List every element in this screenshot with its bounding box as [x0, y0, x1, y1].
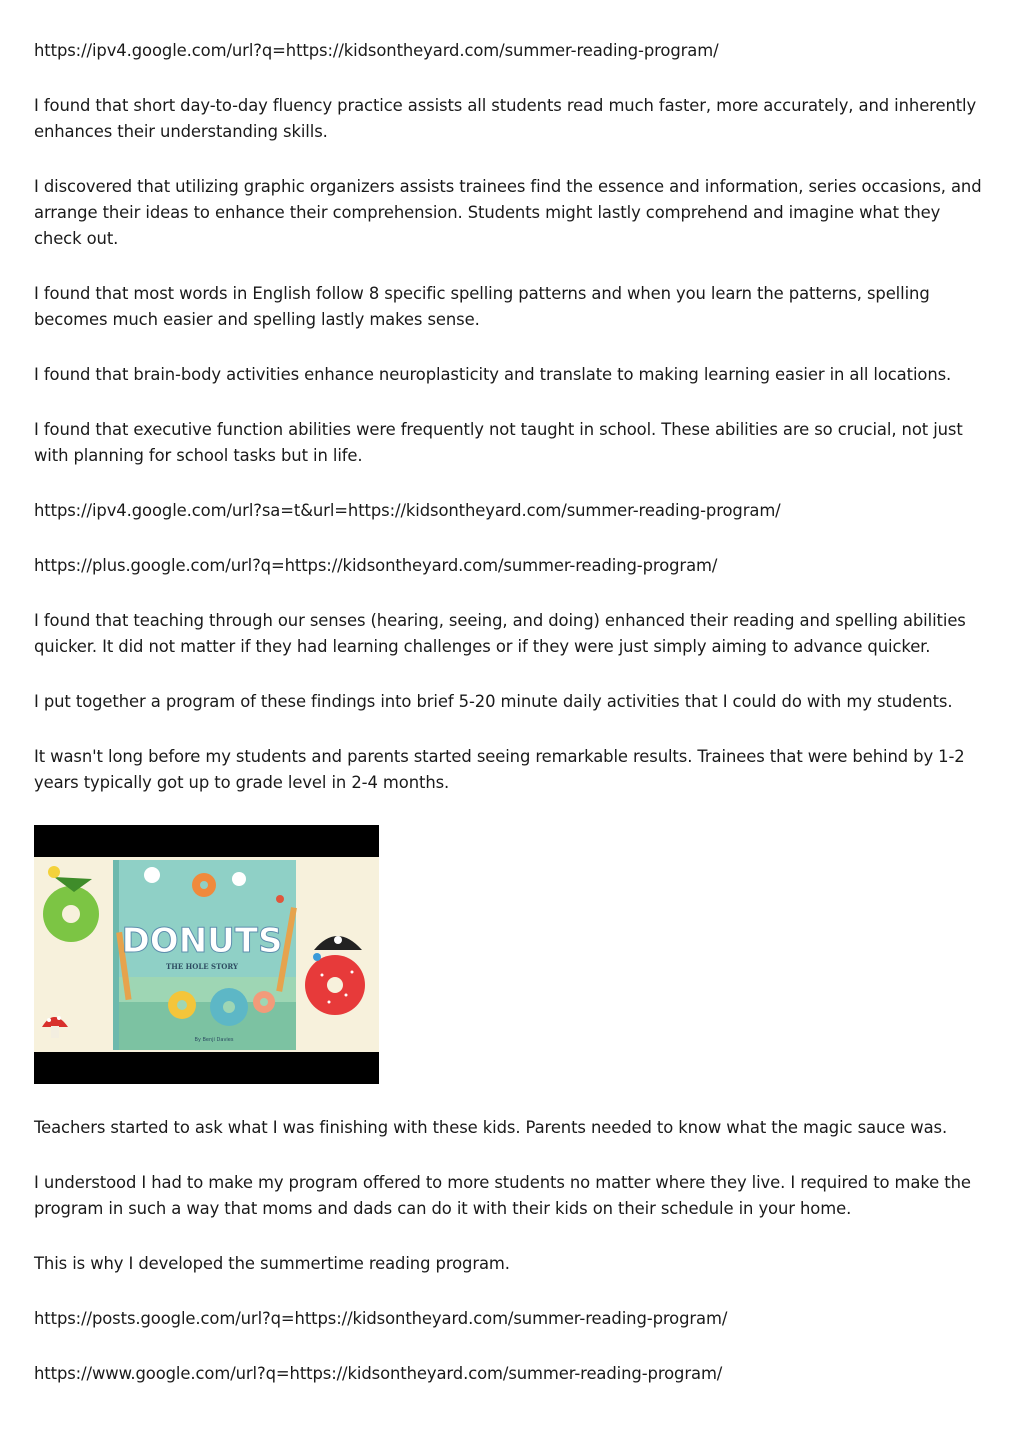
paragraph: I found that most words in English follow 8 specific spelling patterns and when you learn the patterns, spelling becomes much easier and spelling lastly makes sense.	[34, 284, 930, 329]
url-link[interactable]: https://posts.google.com/url?q=https://kidsontheyard.com/summer-reading-program/	[34, 1309, 728, 1328]
book-subtitle-text: THE HOLE STORY	[166, 962, 238, 971]
paragraph: Teachers started to ask what I was finishing with these kids. Parents needed to know what the magic sauce was.	[34, 1118, 948, 1137]
paragraph: This is why I developed the summertime reading program.	[34, 1254, 510, 1273]
article-body	[34, 38, 992, 1416]
paragraph: I discovered that utilizing graphic organizers assists trainees find the essence and information, series occasions, and arrange their ideas to enhance their comprehension. Students might lastly comprehend and imagine what they check out.	[34, 177, 982, 248]
url-link[interactable]: https://www.google.com/url?q=https://kidsontheyard.com/summer-reading-program/	[34, 1364, 723, 1383]
paragraph: I understood I had to make my program offered to more students no matter where they live. I required to make the program in such a way that moms and dads can do it with their kids on their schedule in your home.	[34, 1173, 971, 1218]
paragraph: I put together a program of these findings into brief 5-20 minute daily activities that I could do with my students.	[34, 692, 953, 711]
paragraph: I found that executive function abilities were frequently not taught in school. These abilities are so crucial, not just with planning for school tasks but in life.	[34, 420, 963, 465]
paragraph: It wasn't long before my students and parents started seeing remarkable results. Trainees that were behind by 1-2 years typically got up to grade level in 2-4 months.	[34, 747, 965, 792]
url-link[interactable]: https://plus.google.com/url?q=https://kidsontheyard.com/summer-reading-program/	[34, 556, 718, 575]
video-thumbnail[interactable]	[34, 825, 379, 1084]
paragraph: I found that teaching through our senses (hearing, seeing, and doing) enhanced their reading and spelling abilities quicker. It did not matter if they had learning challenges or if they were just simply aiming to advance quicker.	[34, 611, 966, 656]
url-link[interactable]: https://ipv4.google.com/url?q=https://kidsontheyard.com/summer-reading-program/	[34, 41, 719, 60]
paragraph: I found that brain-body activities enhance neuroplasticity and translate to making learning easier in all locations.	[34, 365, 952, 384]
paragraphs-after	[34, 1115, 992, 1387]
book-author-text: By Benji Davies	[194, 1037, 234, 1043]
book-title-text: DONUTS	[121, 921, 283, 961]
paragraph: I found that short day-to-day fluency practice assists all students read much faster, more accurately, and inherently enhances their understanding skills.	[34, 96, 977, 141]
book-cover-illustration	[34, 857, 379, 1052]
paragraphs-before	[34, 38, 992, 796]
url-link[interactable]: https://ipv4.google.com/url?sa=t&url=https://kidsontheyard.com/summer-reading-program/	[34, 501, 781, 520]
